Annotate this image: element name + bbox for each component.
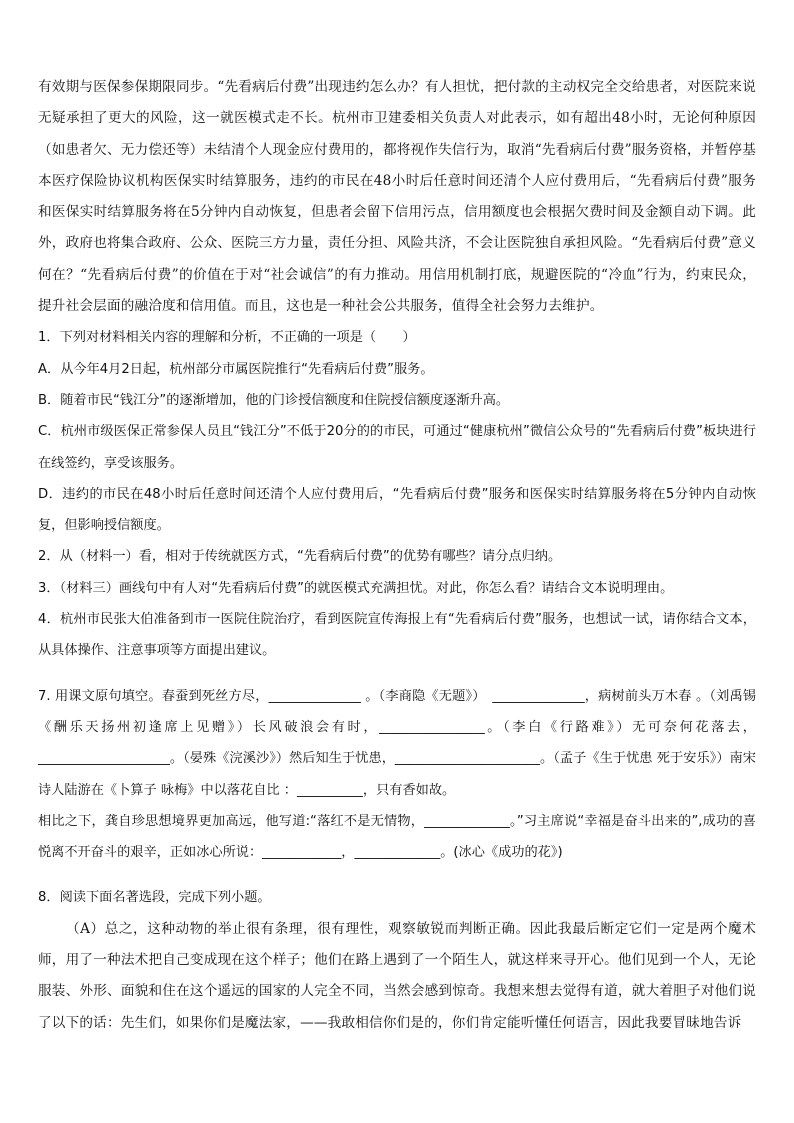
question-3: 3．（材料三）画线句中有人对“先看病后付费”的就医模式充满担忧。对此，你怎么看？请结合文本说明理由。 xyxy=(38,580,674,596)
question-2: 2．从（材料一）看，相对于传统就医方式，“先看病后付费”的优势有哪些？请分点归纳。 xyxy=(38,549,562,565)
material-paragraph: 有效期与医保参保期限同步。“先看病后付费”出现违约怎么办？有人担忧，把付款的主动权完全交给患者，对医院来说无疑承担了更大的风险，这一就医模式走不长。杭州市卫建委相关负责人对此表示，如有超出48小时，无论何种原因（如患者欠、无力偿还等）未结清个人现金应付费用的，都将视作失信行为，取消“先看病后付费”服务资格，并暂停基本医疗保险协议机构医保实时结算服务，违约的市民在48小时后任意时间还清个人应付费用后，“先看病后付费”服务和医保实时结算服务将在5分钟内自动恢复，但患者会留下信用污点，信用额度也会根据欠费时间及金额自动下调。此外，政府也将集合政府、公众、医院三方力量，责任分担、风险共济，不会让医院独自承担风险。“先看病后付费”意义何在？“先看病后付费”的价值在于对“社会诚信”的有力推动。用信用机制打底，规避医院的“冷血”行为，约束民众，提升社会层面的融洽度和信用值。而且，这也是一种社会公共服务，值得全社会努力去维护。 xyxy=(38,79,756,315)
question-7-continued: 相比之下，龚自珍思想境界更加高远，他写道:“落红不是无情物，_____________。”习主席说“幸福是奋斗出来的”,成功的喜悦离不开奋斗的艰辛，正如冰心所说：____________，_____________。(冰心《成功的花》) xyxy=(38,813,756,861)
question-1-option-c: C．杭州市级医保正常参保人员且“钱江分”不低于20分的的市民，可通过“健康杭州”微信公众号的“先看病后付费”板块进行在线签约，享受该服务。 xyxy=(38,424,756,471)
question-8-stem: 8．阅读下面名著选段，完成下列小题。 xyxy=(38,890,271,906)
spacer xyxy=(38,667,756,681)
question-1-stem: 1．下列对材料相关内容的理解和分析，不正确的一项是（ ） xyxy=(38,330,416,346)
question-1-option-b: B．随着市民“钱江分”的逐渐增加，他的门诊授信额度和住院授信额度逐渐升高。 xyxy=(38,392,510,408)
question-4: 4．杭州市民张大伯准备到市一医院住院治疗，看到医院宣传海报上有“先看病后付费”服务，也想试一试，请你结合文本，从具体操作、注意事项等方面提出建议。 xyxy=(38,612,756,659)
question-1-option-d: D．违约的市民在48小时后任意时间还清个人应付费用后，“先看病后付费”服务和医保实时结算服务将在5分钟内自动恢复，但影响授信额度。 xyxy=(38,486,756,534)
question-7: 7. 用课文原句填空。春蚕到死丝方尽，______________ 。（李商隐《无题》） ______________，病树前头万木春 。（刘禹锡《酬乐天扬州初逢席上见赠》）长风破浪会有时，________________。（李白《行路难》）无可奈何花落去，____________________。（晏殊《浣溪沙》）然后知生于忧患，______________________。（孟子《生于忧患 死于安乐》）南宋诗人陆游在《卜算子 咏梅》中以落花自比 ：__________，只有香如故。 xyxy=(38,688,756,798)
question-8-passage: （A）总之，这种动物的举止很有条理，很有理性，观察敏锐而判断正确。因此我最后断定它们一定是两个魔术师，用了一种法术把自己变成现在这个样子；他们在路上遇到了一个陌生人，就这样来寻开心。他们见到一个人，无论服装、外形、面貌和住在这个遥远的国家的人完全不同，当然会感到惊奇。我想来想去觉得有道，就大着胆子对他们说了以下的话：先生们，如果你们是魔法家，——我敢相信你们是的，你们肯定能听懂任何语言，因此我要冒昧地告诉 xyxy=(38,920,756,1031)
spacer xyxy=(38,868,756,882)
question-1-option-a: A．从今年4月2日起，杭州部分市属医院推行“先看病后付费”服务。 xyxy=(38,361,434,377)
